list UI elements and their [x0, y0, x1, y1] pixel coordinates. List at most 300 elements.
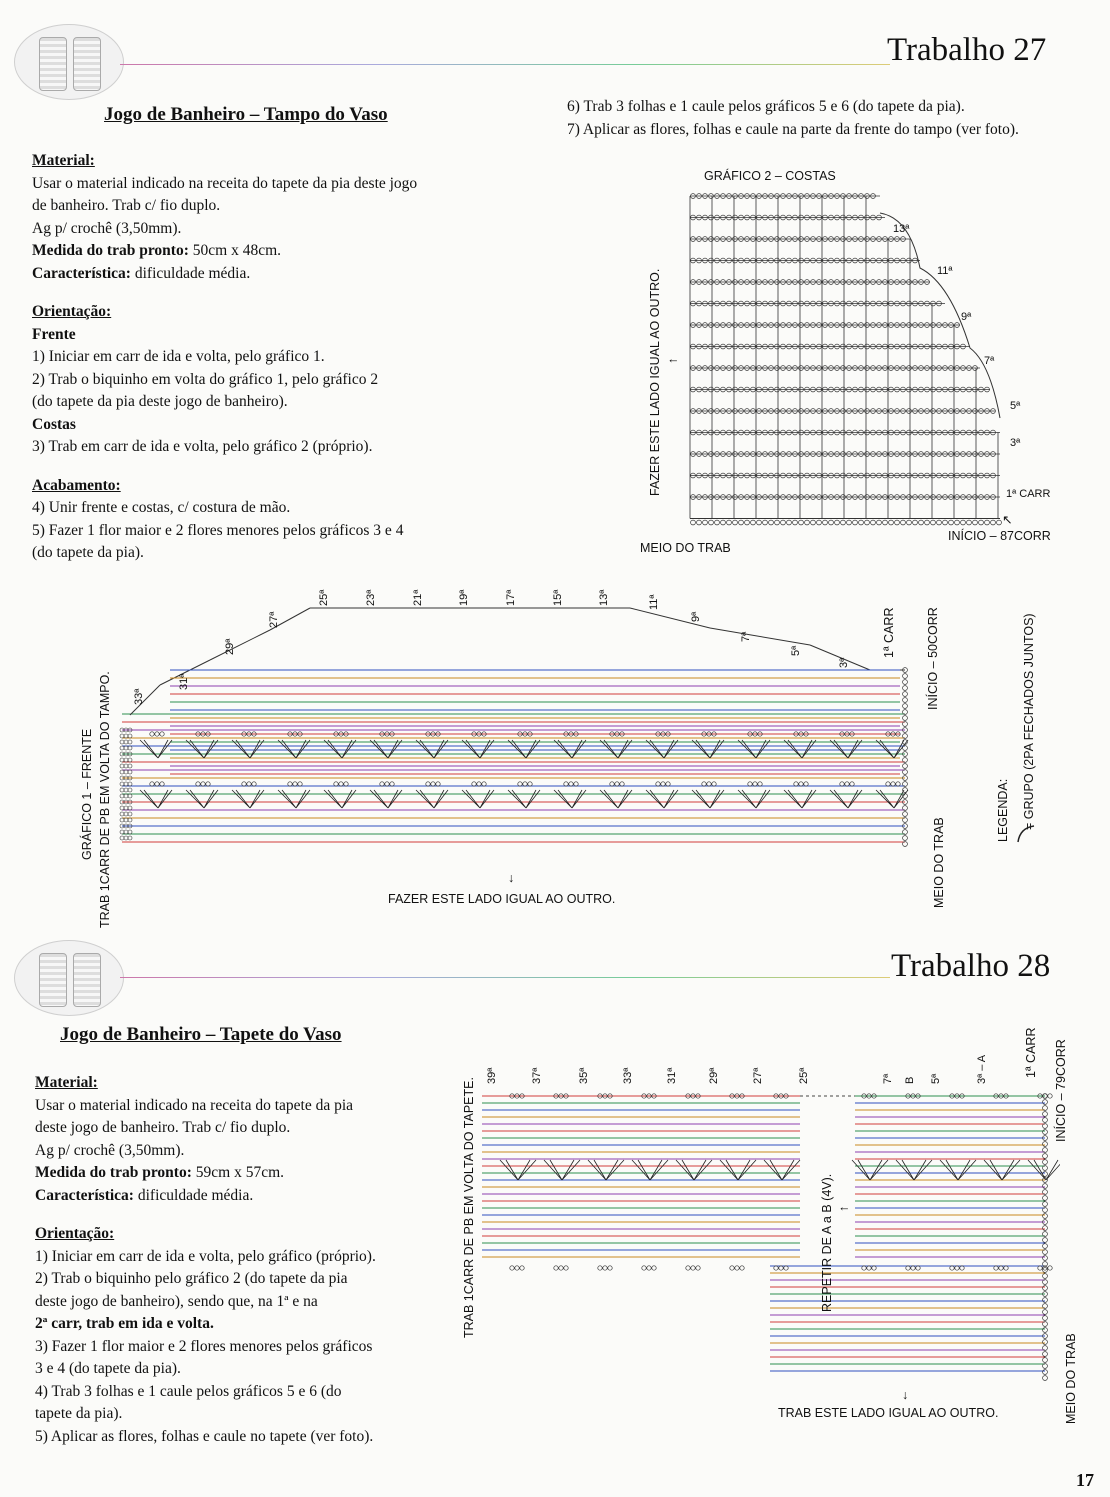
chain-stitch — [128, 764, 132, 768]
stitch-group-fan — [692, 790, 724, 808]
text-line: Usar o material indicado na receita do tapete da pia — [35, 1096, 354, 1114]
row-number-label: 35ª — [578, 1067, 590, 1084]
row-number-label: 13ª — [598, 589, 610, 606]
text-line: 3 e 4 (do tapete da pia). — [35, 1360, 181, 1377]
roll-cover-left — [39, 953, 67, 1007]
chain-stitch — [120, 782, 124, 786]
stitch-group-fan — [324, 790, 356, 808]
row-number-label: 13ª — [893, 223, 910, 235]
chain-stitch — [883, 520, 888, 525]
row-number-label: 37ª — [531, 1067, 543, 1084]
chain-stitch — [985, 520, 990, 525]
row-number-label: 9ª — [961, 311, 972, 323]
chain-stitch — [925, 520, 930, 525]
text-line — [32, 240, 512, 263]
chain-stitch — [515, 1266, 519, 1270]
chain-stitch — [889, 520, 894, 525]
chain-stitch — [120, 812, 124, 816]
chart-top-edge — [710, 628, 810, 645]
chain-stitch — [120, 758, 124, 762]
chain-stitch — [691, 520, 696, 525]
chain-stitch — [696, 1266, 700, 1270]
stitch-group-fan — [830, 790, 862, 808]
stitch-group-fan — [588, 1160, 624, 1180]
chain-stitch — [721, 520, 726, 525]
chain-stitch — [128, 818, 132, 822]
medida-value: 50cm x 48cm. — [188, 242, 282, 259]
stitch-group-fan — [738, 790, 770, 808]
chain-stitch — [1043, 1376, 1048, 1381]
chart2-costas — [680, 188, 1020, 528]
chain-stitch — [1043, 1202, 1048, 1207]
caracteristica-value: dificuldade média. — [130, 264, 251, 282]
chain-stitch — [120, 740, 124, 744]
chain-stitch — [124, 782, 128, 786]
chain-stitch — [823, 520, 828, 525]
chain-stitch — [997, 520, 1002, 525]
row-number-label: 27ª — [752, 1067, 764, 1084]
chart2-title: GRÁFICO 2 – COSTAS — [704, 169, 836, 183]
product-thumbnail — [14, 24, 124, 100]
chain-stitch — [903, 698, 908, 703]
chart2-side-label: FAZER ESTE LADO IGUAL AO OUTRO. — [648, 268, 662, 496]
chain-stitch — [124, 818, 128, 822]
row-number-label: 33ª — [622, 1067, 634, 1084]
chart2-meio-label: MEIO DO TRAB — [640, 541, 731, 555]
chain-stitch — [853, 520, 858, 525]
stitch-group-fan — [632, 1160, 668, 1180]
stitch-group-fan — [140, 740, 172, 758]
chain-stitch — [1043, 1244, 1048, 1249]
chain-stitch — [510, 1266, 514, 1270]
chain-stitch — [1043, 1316, 1048, 1321]
chain-stitch — [903, 686, 908, 691]
chain-stitch — [128, 782, 132, 786]
medida-value: 59cm x 57cm. — [191, 1164, 285, 1181]
chain-stitch — [1043, 1196, 1048, 1201]
stitch-group-fan — [500, 1160, 536, 1180]
stitch-group-fan — [692, 740, 724, 758]
chain-stitch — [124, 734, 128, 738]
text-line: 4) Unir frente e costas, c/ costura de mão. — [32, 499, 291, 516]
stitch-group-fan — [416, 740, 448, 758]
legend-group-symbol — [1014, 822, 1038, 846]
chain-stitch — [120, 818, 124, 822]
chain-stitch — [903, 836, 908, 841]
chain-stitch — [1043, 1298, 1048, 1303]
chain-stitch — [1048, 1266, 1052, 1270]
chain-stitch — [907, 520, 912, 525]
chain-stitch — [1043, 1154, 1048, 1159]
chain-stitch — [128, 758, 132, 762]
chain-stitch — [520, 1266, 524, 1270]
chart3-side-label: TRAB 1CARR DE PB EM VOLTA DO TAPETE. — [462, 1077, 476, 1338]
legend-title: LEGENDA: — [996, 778, 1010, 842]
orientacao-heading: Orientação: — [35, 1225, 115, 1242]
stitch-group-fan — [738, 740, 770, 758]
stitch-group-fan — [370, 740, 402, 758]
chain-stitch — [124, 770, 128, 774]
chart1-inicio-label: INÍCIO – 50CORR — [926, 607, 940, 710]
text-line: deste jogo de banheiro), sendo que, na 1ª e na — [35, 1292, 318, 1310]
chain-stitch — [901, 520, 906, 525]
chart2-arrow-inicio: ↖ — [1002, 513, 1013, 527]
chain-stitch — [1043, 1142, 1048, 1147]
chain-stitch — [652, 1266, 656, 1270]
stitch-group-fan — [232, 740, 264, 758]
text-line: 3) Fazer 1 flor maior e 2 flores menores pelos gráficos — [35, 1337, 373, 1355]
roll-cover-left — [39, 37, 67, 91]
heading-28: Jogo de Banheiro – Tapete do Vaso — [60, 1024, 342, 1045]
row-number-label: 27ª — [268, 611, 280, 628]
text-line: deste jogo de banheiro. Trab c/ fio duplo. — [35, 1119, 291, 1136]
stitch-group-fan — [784, 790, 816, 808]
chain-stitch — [903, 764, 908, 769]
text-line: 4) Trab 3 folhas e 1 caule pelos gráficos 5 e 6 (do — [35, 1382, 342, 1400]
chain-stitch — [150, 732, 154, 736]
row-number-label: 19ª — [458, 589, 470, 606]
caracteristica-label: Característica: — [35, 1186, 134, 1204]
chart3-meio-label: MEIO DO TRAB — [1064, 1333, 1078, 1424]
chart1-sub-label: TRAB 1CARR DE PB EM VOLTA DO TAMPO. — [98, 671, 112, 928]
row-number-label: 25ª — [318, 589, 330, 606]
chain-stitch — [1043, 1160, 1048, 1165]
chain-stitch — [943, 520, 948, 525]
stitch-group-fan — [462, 790, 494, 808]
chart2-inicio-label: INÍCIO – 87CORR — [948, 529, 1051, 543]
text-line: Ag p/ crochê (3,50mm). — [32, 219, 182, 237]
chain-stitch — [1043, 1112, 1048, 1117]
roll-cover-right — [73, 953, 101, 1007]
row-number-label: 31ª — [666, 1067, 678, 1084]
stitch-group-fan — [278, 740, 310, 758]
chain-stitch — [967, 520, 972, 525]
chain-stitch — [903, 674, 908, 679]
chain-stitch — [603, 1266, 607, 1270]
chain-stitch — [739, 520, 744, 525]
row-number-label: B — [904, 1076, 916, 1084]
chart1-bottom-arrow: ↓ — [508, 871, 515, 885]
text-line — [35, 1185, 455, 1208]
row-number-label: 23ª — [365, 589, 377, 606]
chain-stitch — [1043, 1256, 1048, 1261]
chain-stitch — [1043, 1172, 1048, 1177]
stitch-group-fan — [764, 1160, 800, 1180]
text-line: 6) Trab 3 folhas e 1 caule pelos gráficos 5 e 6 (do tapete da pia). — [567, 98, 965, 115]
stitch-group-fan — [508, 790, 540, 808]
material-heading: Material: — [32, 152, 95, 169]
chain-stitch — [128, 836, 132, 840]
chain-stitch — [128, 788, 132, 792]
stitch-group-fan — [876, 790, 908, 808]
chain-stitch — [128, 806, 132, 810]
stitch-group-fan — [646, 790, 678, 808]
chain-stitch — [735, 1266, 739, 1270]
stitch-group-fan — [324, 740, 356, 758]
chart1-carr-label: 1ª CARR — [882, 607, 896, 658]
instructions-28 — [35, 1072, 455, 1448]
medida-label: Medida do trab pronto: — [32, 242, 189, 259]
acabamento-heading: Acabamento: — [32, 476, 121, 494]
chain-stitch — [124, 788, 128, 792]
chain-stitch — [903, 692, 908, 697]
chain-stitch — [903, 812, 908, 817]
chain-stitch — [697, 520, 702, 525]
chain-stitch — [751, 520, 756, 525]
roll-cover-right — [73, 37, 101, 91]
chain-stitch — [745, 520, 750, 525]
stitch-group-fan — [600, 740, 632, 758]
chain-stitch — [799, 520, 804, 525]
chain-stitch — [124, 740, 128, 744]
chain-stitch — [128, 740, 132, 744]
chain-stitch — [124, 806, 128, 810]
stitch-group-fan — [940, 1160, 976, 1180]
chain-stitch — [805, 520, 810, 525]
instructions-27-continued — [567, 96, 1087, 141]
chain-stitch — [859, 520, 864, 525]
chain-stitch — [128, 746, 132, 750]
chain-stitch — [829, 520, 834, 525]
stitch-group-fan — [646, 740, 678, 758]
stitch-group-fan — [416, 790, 448, 808]
text-line: (do tapete da pia deste jogo de banheiro). — [32, 393, 288, 410]
chain-stitch — [160, 732, 164, 736]
row-number-label: 11ª — [648, 594, 660, 610]
chain-stitch — [955, 520, 960, 525]
chain-stitch — [598, 1266, 602, 1270]
orientacao-heading: Orientação: — [32, 303, 112, 320]
chain-stitch — [120, 836, 124, 840]
row-number-label: 29ª — [224, 638, 236, 655]
stitch-group-fan — [370, 790, 402, 808]
text-line — [35, 1162, 455, 1185]
row-number-label: 15ª — [552, 589, 564, 606]
stitch-group-fan — [186, 740, 218, 758]
chain-stitch — [1043, 1328, 1048, 1333]
chart3-inicio-label: INÍCIO – 79CORR — [1054, 1039, 1068, 1142]
text-line — [32, 263, 512, 286]
chain-stitch — [691, 1266, 695, 1270]
stitch-group-fan — [984, 1160, 1020, 1180]
chart1-bottom-label: FAZER ESTE LADO IGUAL AO OUTRO. — [388, 892, 616, 906]
row-number-label: 5ª — [790, 645, 802, 656]
chart1-frente — [110, 590, 920, 870]
chain-stitch — [1043, 1352, 1048, 1357]
text-line: de banheiro. Trab c/ fio duplo. — [32, 197, 221, 214]
chain-stitch — [1048, 1094, 1052, 1098]
chain-stitch — [1043, 1130, 1048, 1135]
chain-stitch — [871, 520, 876, 525]
text-line: 1) Iniciar em carr de ida e volta, pelo gráfico (próprio). — [35, 1247, 376, 1265]
text-line: 5) Fazer 1 flor maior e 2 flores menores pelos gráficos 3 e 4 — [32, 521, 404, 539]
chain-stitch — [1043, 1100, 1048, 1105]
chain-stitch — [847, 520, 852, 525]
chain-stitch — [979, 520, 984, 525]
text-line: Ag p/ crochê (3,50mm). — [35, 1141, 185, 1159]
row-number-label: 33ª — [133, 688, 145, 705]
chart3-carr-label: 1ª CARR — [1024, 1027, 1038, 1078]
chain-stitch — [919, 520, 924, 525]
instructions-27 — [32, 150, 512, 565]
chain-stitch — [1043, 1286, 1048, 1291]
stitch-group-fan — [676, 1160, 712, 1180]
chain-stitch — [1043, 1370, 1048, 1375]
caracteristica-label: Característica: — [32, 264, 131, 282]
chain-stitch — [1043, 1310, 1048, 1315]
chain-stitch — [1043, 1184, 1048, 1189]
chain-stitch — [124, 812, 128, 816]
costas-heading: Costas — [32, 415, 76, 433]
row-number-label: 17ª — [505, 589, 517, 606]
chain-stitch — [903, 788, 908, 793]
chain-stitch — [120, 764, 124, 768]
chart3-bottom-label: TRAB ESTE LADO IGUAL AO OUTRO. — [778, 1406, 999, 1420]
chain-stitch — [1043, 1274, 1048, 1279]
row-number-label: 11ª — [937, 265, 953, 277]
chain-stitch — [841, 520, 846, 525]
chain-stitch — [124, 830, 128, 834]
chain-stitch — [120, 770, 124, 774]
chain-stitch — [865, 520, 870, 525]
chain-stitch — [937, 520, 942, 525]
chain-stitch — [128, 770, 132, 774]
chart3-repeat-arrow: ← — [838, 1200, 851, 1214]
page-number: 17 — [1076, 1470, 1094, 1490]
chain-stitch — [877, 520, 882, 525]
chain-stitch — [961, 520, 966, 525]
legend-item: = GRUPO (2PA FECHADOS JUNTOS) — [1022, 613, 1036, 830]
chain-stitch — [973, 520, 978, 525]
text-line: 2) Trab o biquinho em volta do gráfico 1, pelo gráfico 2 — [32, 370, 379, 388]
chain-stitch — [686, 1266, 690, 1270]
chart3-bottom-arrow: ↓ — [902, 1388, 909, 1402]
chain-stitch — [817, 520, 822, 525]
header-divider — [120, 977, 890, 978]
chain-stitch — [1043, 1238, 1048, 1243]
chain-stitch — [715, 520, 720, 525]
row-number-label: 3ª – A — [976, 1054, 988, 1084]
chain-stitch — [120, 806, 124, 810]
chain-stitch — [903, 680, 908, 685]
chain-stitch — [128, 794, 132, 798]
stitch-group-fan — [462, 740, 494, 758]
page-title-27: Trabalho 27 — [887, 32, 1047, 68]
chain-stitch — [775, 520, 780, 525]
row-number-label: 3ª — [1010, 437, 1021, 449]
chain-stitch — [903, 704, 908, 709]
chain-stitch — [124, 758, 128, 762]
chain-stitch — [733, 520, 738, 525]
row-number-label: 7ª — [984, 355, 995, 367]
chain-stitch — [1043, 1226, 1048, 1231]
stitch-group-fan — [896, 1160, 932, 1180]
chain-stitch — [559, 1266, 563, 1270]
row-number-label: 9ª — [690, 611, 702, 622]
stitch-group-fan — [508, 740, 540, 758]
chain-stitch — [124, 794, 128, 798]
stitch-group-fan — [554, 790, 586, 808]
row-number-label: 5ª — [930, 1073, 942, 1084]
chart2-arrow-left: ← — [667, 352, 680, 366]
chart1-meio-label: MEIO DO TRAB — [932, 817, 946, 908]
chain-stitch — [903, 716, 908, 721]
stitch-group-fan — [830, 740, 862, 758]
stitch-group-fan — [784, 740, 816, 758]
chain-stitch — [811, 520, 816, 525]
chain-stitch — [124, 764, 128, 768]
chain-stitch — [120, 734, 124, 738]
chain-stitch — [564, 1266, 568, 1270]
text-line: 2ª carr, trab em ida e volta. — [35, 1315, 214, 1332]
chain-stitch — [757, 520, 762, 525]
header-divider — [120, 64, 890, 65]
chain-stitch — [740, 1266, 744, 1270]
row-number-label: 7ª — [740, 631, 752, 642]
chain-stitch — [727, 520, 732, 525]
chain-stitch — [763, 520, 768, 525]
row-number-label: 29ª — [708, 1067, 720, 1084]
chart3-repeat-label: REPETIR DE A a B (4V). — [820, 1173, 834, 1312]
row-number-label: 39ª — [486, 1067, 498, 1084]
row-number-label: 31ª — [178, 673, 190, 690]
product-thumbnail — [14, 940, 124, 1016]
chain-stitch — [991, 520, 996, 525]
row-number-label: 5ª — [1010, 400, 1021, 412]
row-number-label: 21ª — [412, 589, 424, 606]
chain-stitch — [781, 520, 786, 525]
chain-stitch — [1043, 1118, 1048, 1123]
chain-stitch — [128, 812, 132, 816]
row-number-label: 1ª CARR — [1006, 488, 1051, 500]
page-title-28: Trabalho 28 — [891, 948, 1051, 984]
chain-stitch — [647, 1266, 651, 1270]
stitch-group-fan — [232, 790, 264, 808]
text-line: 7) Aplicar as flores, folhas e caule na parte da frente do tampo (ver foto). — [567, 120, 1019, 138]
material-heading: Material: — [35, 1074, 98, 1091]
text-line: 1) Iniciar em carr de ida e volta, pelo gráfico 1. — [32, 348, 325, 365]
chain-stitch — [913, 520, 918, 525]
medida-label: Medida do trab pronto: — [35, 1164, 192, 1181]
stitch-group-fan — [720, 1160, 756, 1180]
chain-stitch — [895, 520, 900, 525]
chain-stitch — [931, 520, 936, 525]
row-number-label: 25ª — [798, 1067, 810, 1084]
stitch-group-fan — [554, 740, 586, 758]
chain-stitch — [835, 520, 840, 525]
stitch-group-fan — [278, 790, 310, 808]
chain-stitch — [128, 734, 132, 738]
chain-stitch — [949, 520, 954, 525]
chain-stitch — [124, 746, 128, 750]
caracteristica-value: dificuldade média. — [133, 1186, 254, 1204]
text-line: 2) Trab o biquinho pelo gráfico 2 (do tapete da pia — [35, 1270, 348, 1287]
chain-stitch — [128, 830, 132, 834]
row-number-label: 3ª — [838, 657, 850, 668]
chain-stitch — [120, 830, 124, 834]
chain-stitch — [120, 794, 124, 798]
chain-stitch — [793, 520, 798, 525]
stitch-group-fan — [600, 790, 632, 808]
heading-27: Jogo de Banheiro – Tampo do Vaso — [104, 104, 388, 125]
chart-tapete — [470, 1080, 1060, 1400]
chain-stitch — [1043, 1214, 1048, 1219]
stitch-group-fan — [140, 790, 172, 808]
text-line: 5) Aplicar as flores, folhas e caule no tapete (ver foto). — [35, 1427, 374, 1445]
chain-stitch — [730, 1266, 734, 1270]
chain-stitch — [787, 520, 792, 525]
chain-stitch — [554, 1266, 558, 1270]
